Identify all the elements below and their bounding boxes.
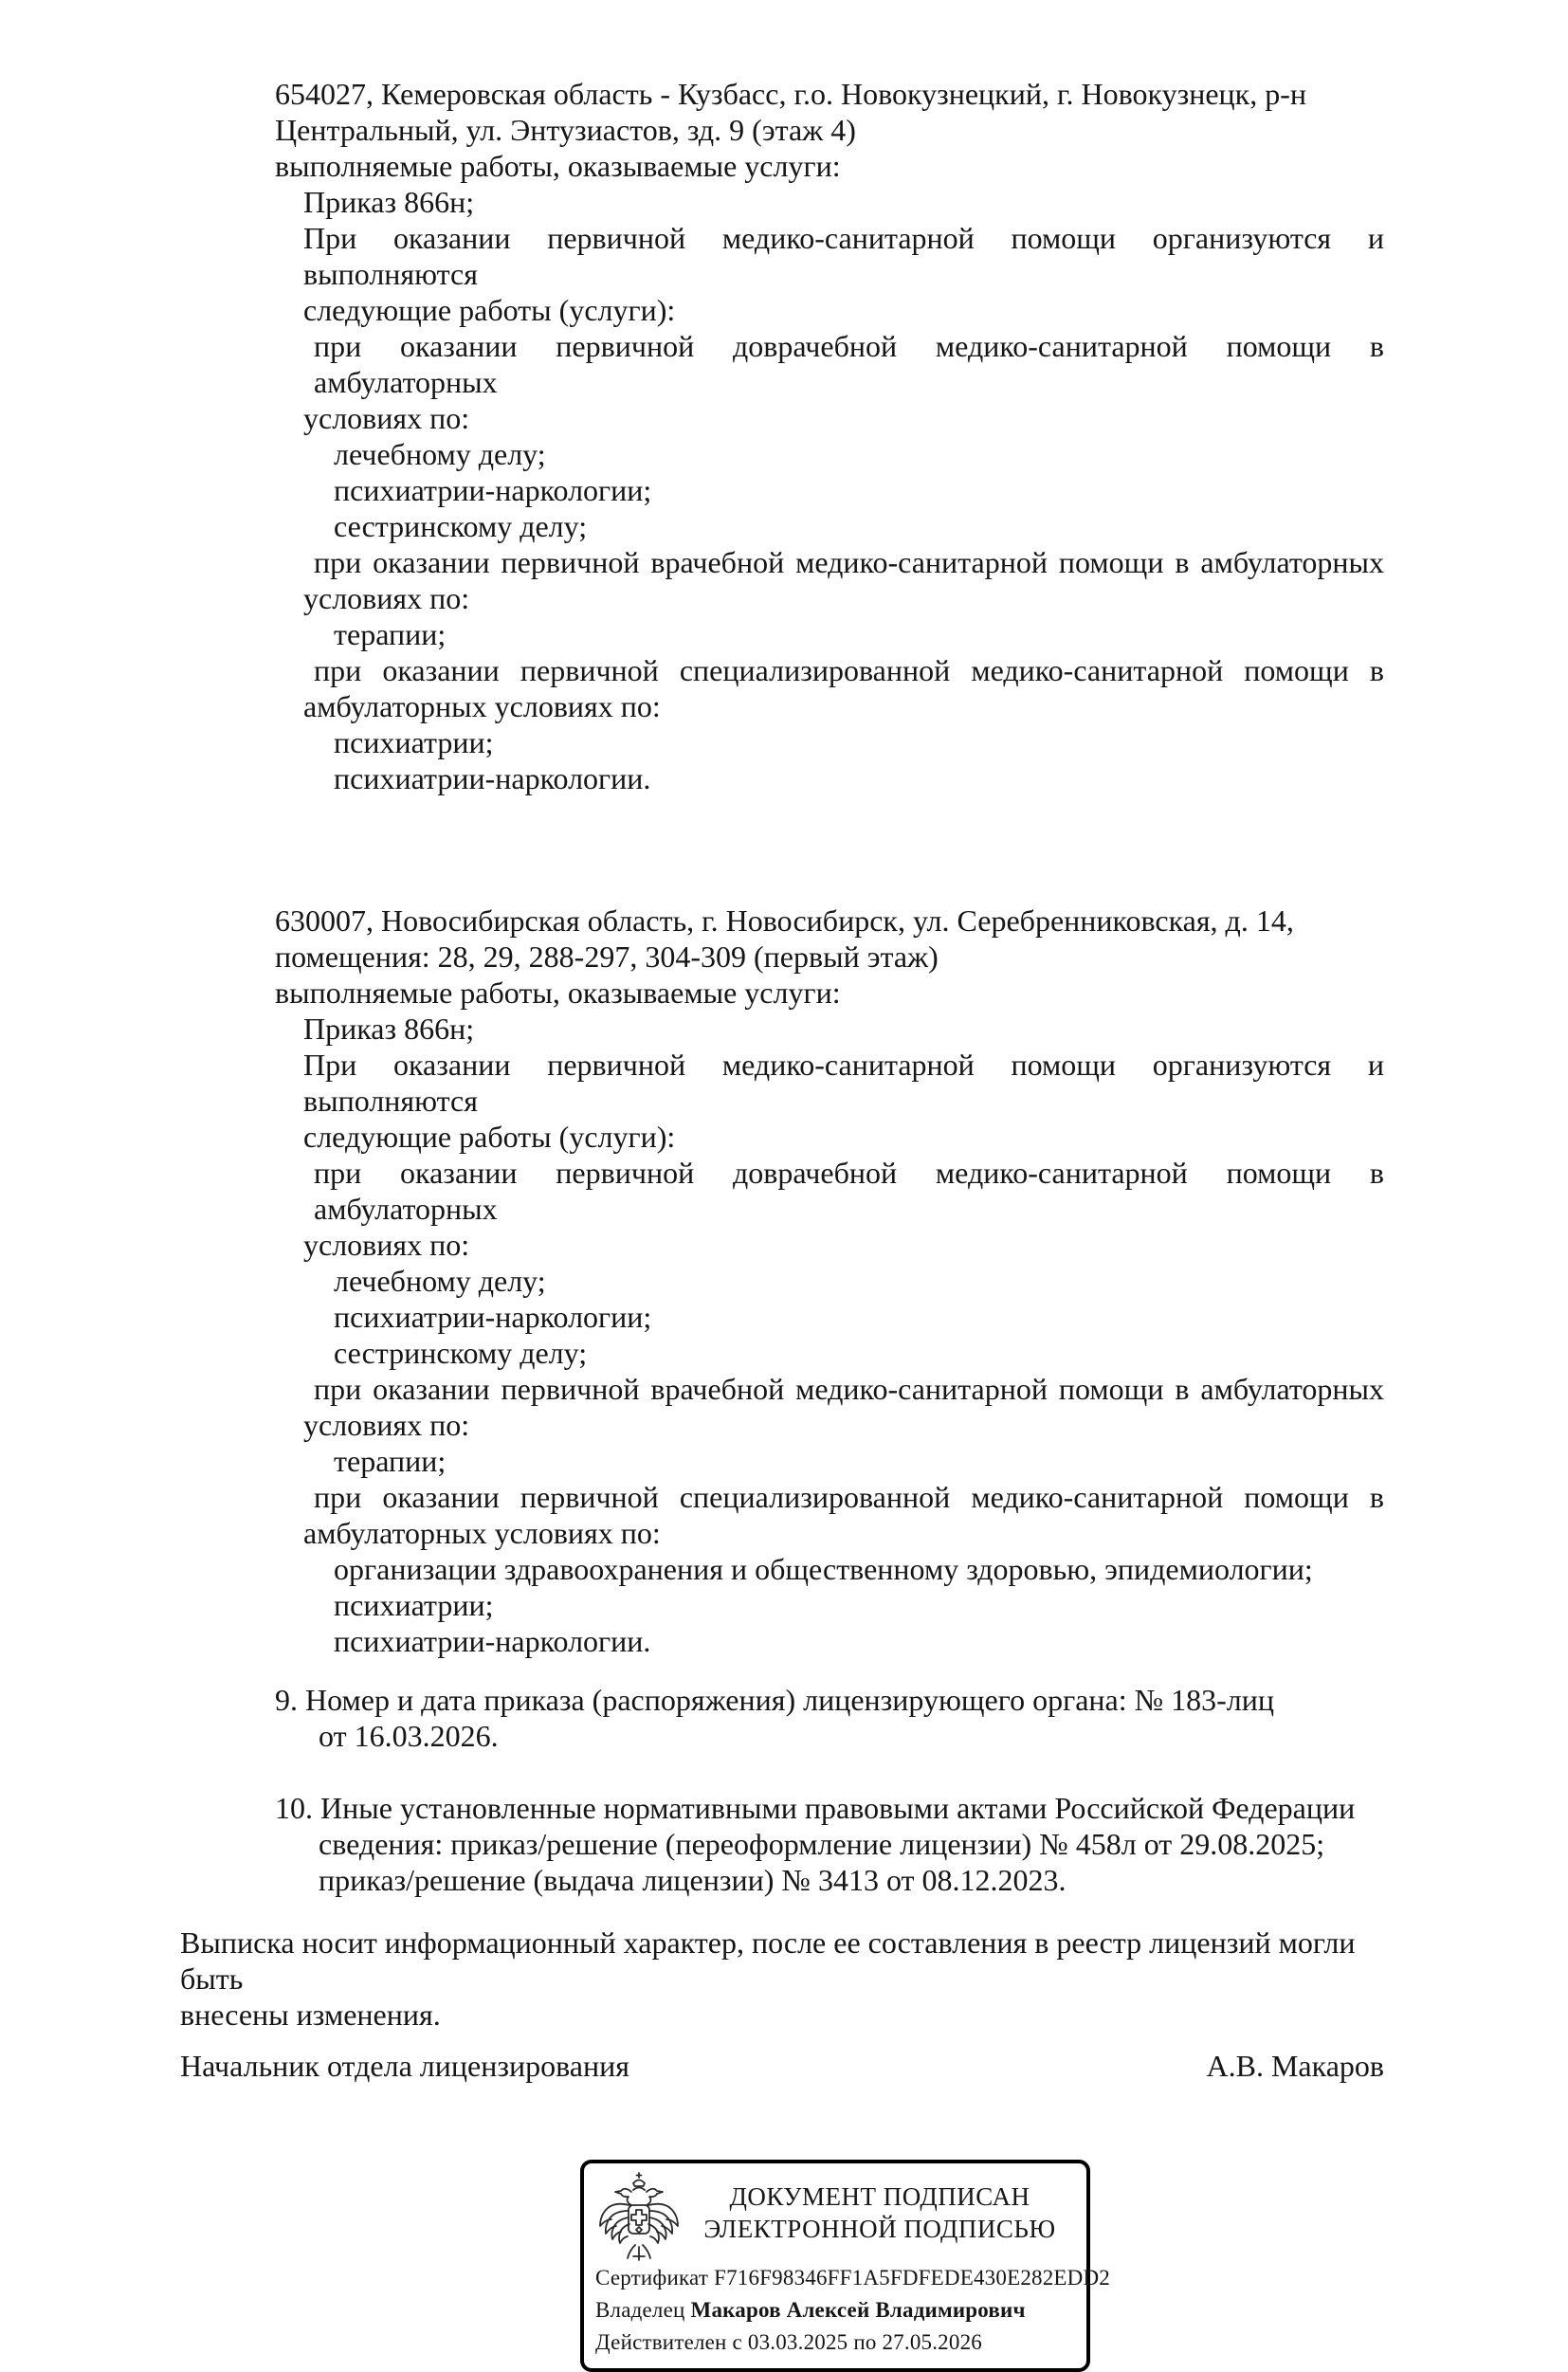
doc-line: психиатрии; <box>334 725 494 759</box>
certificate-value: F716F98346FF1A5FDFEDE430E282EDD2 <box>714 2266 1110 2290</box>
stamp-title-line-1: ДОКУМЕНТ ПОДПИСАН <box>729 2182 1030 2211</box>
doc-line: 654027, Кемеровская область - Кузбасс, г.о. Новокузнецкий, г. Новокузнецк, р-н <box>275 77 1306 111</box>
doc-line: условиях по: <box>303 401 470 435</box>
doc-line: при оказании первичной врачебной медико-санитарной помощи в амбулаторных <box>314 545 1384 579</box>
disclaimer-line-1: Выписка носит информационный характер, после ее составления в реестр лицензий могли быть <box>180 1925 1356 1996</box>
doc-line: сведения: приказ/решение (переоформление лицензии) № 458л от 29.08.2025; <box>319 1827 1325 1861</box>
document-body <box>275 76 1384 1898</box>
doc-line: терапии; <box>334 1444 447 1478</box>
doc-line: при оказании первичной врачебной медико-санитарной помощи в амбулаторных <box>314 1372 1384 1406</box>
doc-line: амбулаторных условиях по: <box>303 1516 661 1550</box>
doc-line: сестринскому делу; <box>334 1336 588 1370</box>
electronic-signature-stamp <box>580 2160 1110 2372</box>
doc-line: выполняемые работы, оказываемые услуги: <box>275 976 841 1010</box>
owner-name: Макаров Алексей Владимирович <box>690 2298 1026 2322</box>
doc-line: приказ/решение (выдача лицензии) № 3413 от 08.12.2023. <box>319 1863 1067 1897</box>
signatory-title: Начальник отдела лицензирования <box>180 2049 629 2083</box>
stamp-validity-line: Действителен с 03.03.2025 по 27.05.2026 <box>595 2330 982 2354</box>
stamp-header <box>595 2169 1073 2262</box>
disclaimer <box>180 1925 1384 2033</box>
signature-row <box>180 2048 1384 2084</box>
doc-line: При оказании первичной медико-санитарной помощи организуются и выполняются <box>303 221 1384 291</box>
doc-line: терапии; <box>334 617 447 651</box>
doc-line: помещения: 28, 29, 288-297, 304-309 (первый этаж) <box>275 940 939 974</box>
doc-line: при оказании первичной доврачебной медико-санитарной помощи в амбулаторных <box>314 1156 1384 1226</box>
stamp-title-line-2: ЭЛЕКТРОННОЙ ПОДПИСЬЮ <box>703 2215 1056 2243</box>
stamp-owner-line <box>595 2294 1073 2326</box>
certificate-label: Сертификат <box>595 2266 709 2290</box>
doc-line: при оказании первичной специализированной медико-санитарной помощи в <box>314 1480 1384 1514</box>
doc-line: условиях по: <box>303 581 470 615</box>
disclaimer-line-2: внесены изменения. <box>180 1998 441 2032</box>
doc-line: сестринскому делу; <box>334 509 588 543</box>
doc-line: при оказании первичной специализированной медико-санитарной помощи в <box>314 653 1384 687</box>
doc-line: амбулаторных условиях по: <box>303 689 661 723</box>
stamp-info <box>595 2262 1110 2359</box>
doc-line: психиатрии-наркологии. <box>334 1624 651 1658</box>
roszdravnadzor-emblem-icon <box>597 2171 681 2262</box>
doc-line: условиях по: <box>303 1228 470 1262</box>
stamp-certificate-line <box>595 2262 1110 2294</box>
doc-line: выполняемые работы, оказываемые услуги: <box>275 149 841 183</box>
doc-line: лечебному делу; <box>334 437 546 471</box>
owner-label: Владелец <box>595 2298 685 2322</box>
doc-line: При оказании первичной медико-санитарной помощи организуются и выполняются <box>303 1048 1384 1118</box>
signatory-name: А.В. Макаров <box>1206 2049 1384 2083</box>
doc-line: следующие работы (услуги): <box>303 293 676 327</box>
doc-line: психиатрии-наркологии. <box>334 761 651 795</box>
doc-line: 9. Номер и дата приказа (распоряжения) лицензирующего органа: № 183-лиц <box>275 1683 1275 1717</box>
doc-line: 10. Иные установленные нормативными правовыми актами Российской Федерации <box>275 1791 1356 1825</box>
stamp-title <box>686 2180 1073 2245</box>
doc-line: от 16.03.2026. <box>319 1719 499 1753</box>
doc-line: лечебному делу; <box>334 1264 546 1298</box>
doc-line: психиатрии-наркологии; <box>334 473 652 507</box>
doc-line: психиатрии-наркологии; <box>334 1300 652 1334</box>
doc-line: условиях по: <box>303 1408 470 1442</box>
doc-line: Центральный, ул. Энтузиастов, зд. 9 (этаж 4) <box>275 113 856 147</box>
doc-line: организации здравоохранения и общественному здоровью, эпидемиологии; <box>334 1552 1313 1586</box>
doc-line: при оказании первичной доврачебной медико-санитарной помощи в амбулаторных <box>314 329 1384 399</box>
doc-line: Приказ 866н; <box>303 185 475 219</box>
doc-line: психиатрии; <box>334 1588 494 1622</box>
doc-line: 630007, Новосибирская область, г. Новосибирск, ул. Серебренниковская, д. 14, <box>275 903 1294 938</box>
doc-line: следующие работы (услуги): <box>303 1120 676 1154</box>
doc-line: Приказ 866н; <box>303 1012 475 1046</box>
